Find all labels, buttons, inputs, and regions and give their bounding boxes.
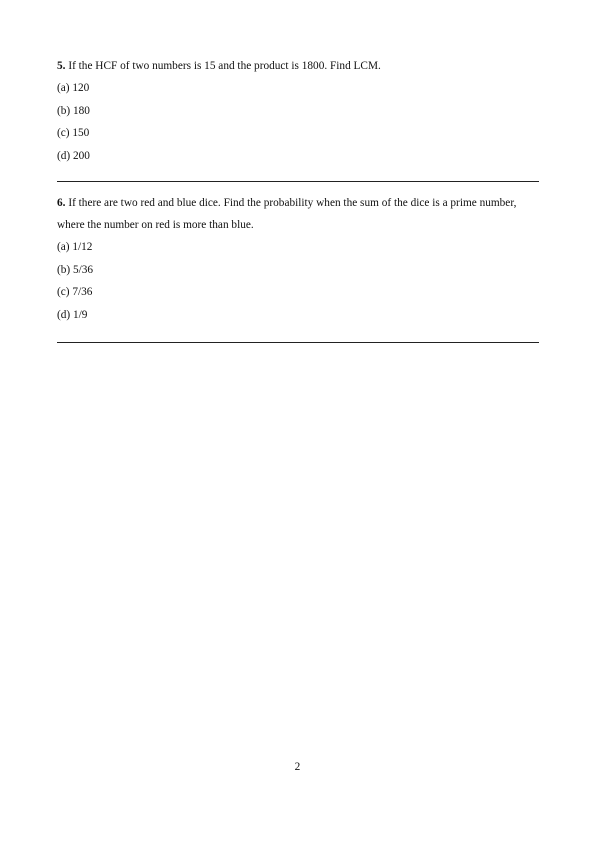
option-b: (b) 5/36	[57, 263, 94, 276]
question-number: 6.	[57, 197, 66, 209]
option-c: (c) 7/36	[57, 286, 93, 298]
option-b: (b) 180	[57, 104, 90, 117]
option-a: (a) 1/12	[57, 241, 93, 253]
option-a: (a) 120	[57, 82, 90, 94]
question-text	[57, 55, 539, 77]
question-5	[57, 55, 539, 167]
options-list	[57, 236, 539, 326]
question-body: If there are two red and blue dice. Find the probability when the sum of the dice is a prime number, where the number on red is more than blue.	[57, 197, 517, 231]
option-c: (c) 150	[57, 127, 90, 139]
divider	[57, 342, 539, 343]
question-text	[57, 192, 539, 236]
question-body: If the HCF of two numbers is 15 and the product is 1800. Find LCM.	[68, 60, 381, 72]
question-6	[57, 192, 539, 326]
option-d: (d) 1/9	[57, 308, 88, 321]
options-list	[57, 77, 539, 167]
page-number: 2	[294, 761, 301, 773]
divider	[57, 181, 539, 182]
option-d: (d) 200	[57, 149, 90, 162]
question-number: 5.	[57, 60, 66, 72]
